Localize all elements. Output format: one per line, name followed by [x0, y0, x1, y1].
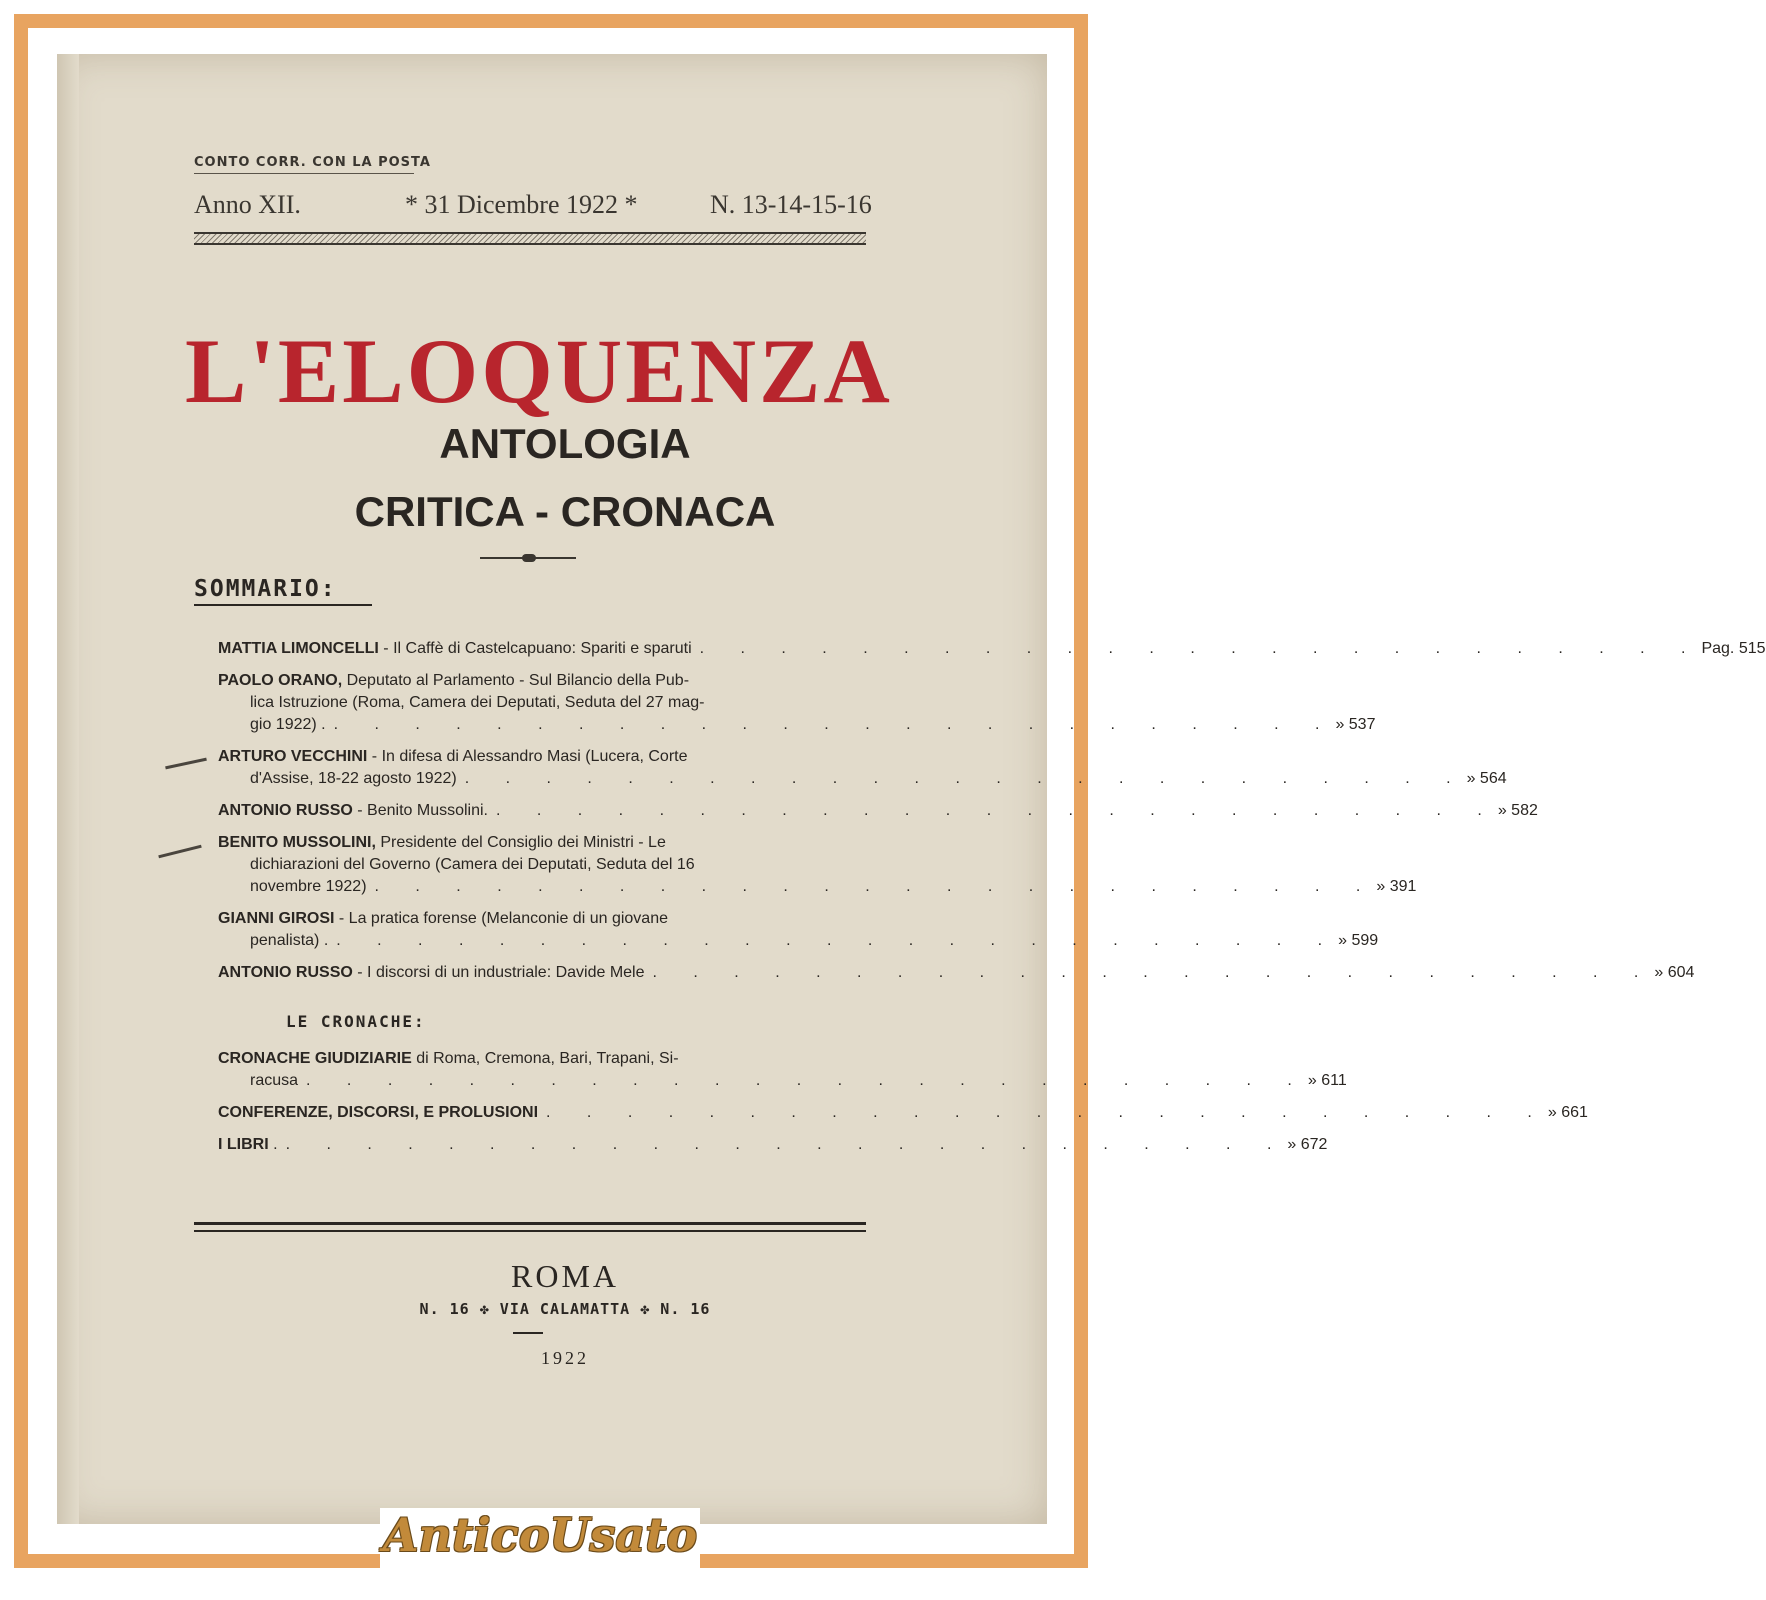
toc-final-text	[250, 768, 457, 790]
issue-year: Anno XII.	[194, 190, 301, 219]
toc-page-number: » 582	[1497, 802, 1538, 819]
sommario-underline	[194, 604, 372, 606]
toc-final-line	[218, 1134, 1328, 1156]
toc-author: PAOLO ORANO,	[218, 672, 343, 689]
toc-page-number: » 564	[1466, 770, 1507, 787]
toc-first-line	[218, 746, 768, 768]
table-of-contents	[218, 638, 1766, 994]
toc-final-text	[218, 1102, 538, 1124]
toc-title-text: penalista) .	[250, 932, 329, 949]
leader-dots: . . . . . . . . . . . . . . . . . . . . . . . . .	[546, 1104, 1548, 1121]
toc-entry	[218, 1102, 1588, 1124]
imprint-year: 1922	[541, 1348, 589, 1368]
header-ornament	[194, 234, 866, 243]
toc-text-line: - In difesa di Alessandro Masi (Lucera, Corte	[367, 748, 688, 765]
toc-text-line: lica Istruzione (Roma, Camera dei Deputati, Seduta del 27 mag-	[250, 694, 705, 711]
toc-final-line	[218, 876, 1417, 898]
imprint-city: ROMA	[510, 1258, 619, 1294]
toc-text-line: Presidente del Consiglio dei Ministri - Le	[375, 834, 666, 851]
toc-title-text: - Benito Mussolini.	[352, 802, 488, 819]
toc-final-text	[218, 800, 488, 822]
imprint-address: N. 16 ✤ VIA CALAMATTA ✤ N. 16	[419, 1300, 711, 1318]
leader-dots: . . . . . . . . . . . . . . . . . . . . . . . . .	[336, 932, 1339, 949]
toc-entry	[218, 800, 1538, 822]
toc-final-line	[218, 768, 1507, 790]
leader-dots: . . . . . . . . . . . . . . . . . . . . . . . . .	[464, 770, 1467, 787]
postal-account-note: CONTO CORR. CON LA POSTA	[194, 155, 431, 170]
toc-final-line	[218, 930, 1379, 952]
toc-author: I LIBRI	[218, 1136, 269, 1153]
toc-final-text	[250, 1070, 298, 1092]
issue-number: N. 13-14-15-16	[710, 190, 872, 219]
watermark-logo: AnticoUsato	[382, 1508, 698, 1562]
toc-text-line: dichiarazioni del Governo (Camera dei Deputati, Seduta del 16	[250, 856, 695, 873]
toc-final-line	[218, 714, 1376, 736]
cronache-heading: LE CRONACHE:	[286, 1012, 426, 1031]
toc-entry	[218, 1048, 1347, 1092]
toc-page-number: » 391	[1376, 878, 1417, 895]
leader-dots: . . . . . . . . . . . . . . . . . . . . . . . . .	[285, 1136, 1288, 1153]
toc-author: ANTONIO RUSSO	[218, 802, 353, 819]
toc-entry	[218, 832, 1417, 898]
toc-entry	[218, 962, 1695, 984]
toc-title-text: - I discorsi di un industriale: Davide Mele	[352, 964, 645, 981]
toc-entry	[218, 670, 1376, 736]
toc-entry	[218, 638, 1766, 660]
toc-title-text: - Il Caffè di Castelcapuano: Spariti e sparuti	[378, 640, 692, 657]
toc-text-line: Deputato al Parlamento - Sul Bilancio della Pub-	[342, 672, 690, 689]
leader-dots: . . . . . . . . . . . . . . . . . . . . . . . . .	[333, 716, 1336, 733]
toc-page-number: Pag. 515	[1701, 640, 1766, 657]
imprint-rule	[513, 1332, 543, 1334]
toc-final-text	[250, 714, 326, 736]
toc-first-line	[218, 832, 768, 854]
toc-final-line	[218, 638, 1766, 660]
toc-final-line	[218, 962, 1695, 984]
bottom-rule-thick	[194, 1222, 866, 1225]
toc-page-number: » 537	[1335, 716, 1376, 733]
toc-final-line	[218, 800, 1538, 822]
toc-title-text: .	[268, 1136, 278, 1153]
toc-author: BENITO MUSSOLINI,	[218, 834, 376, 851]
postal-note-rule	[194, 173, 414, 174]
leader-dots: . . . . . . . . . . . . . . . . . . . . . . . . .	[496, 802, 1498, 819]
toc-title-text: novembre 1922)	[250, 878, 367, 895]
toc-first-line	[218, 1048, 768, 1070]
toc-entry	[218, 1134, 1328, 1156]
toc-page-number: » 604	[1654, 964, 1695, 981]
leader-dots: . . . . . . . . . . . . . . . . . . . . . . . . .	[652, 964, 1655, 981]
divider-ornament-center	[522, 554, 536, 562]
toc-final-text	[250, 876, 367, 898]
toc-first-line	[218, 670, 768, 692]
toc-title-text: racusa	[250, 1072, 299, 1089]
toc-title-text: gio 1922) .	[250, 716, 326, 733]
toc-entry	[218, 746, 1507, 790]
toc-author: ARTURO VECCHINI	[218, 748, 368, 765]
toc-first-line	[218, 908, 768, 930]
toc-text-line: - La pratica forense (Melanconie di un giovane	[334, 910, 668, 927]
toc-author: CRONACHE GIUDIZIARIE	[218, 1050, 412, 1067]
leader-dots: . . . . . . . . . . . . . . . . . . . . . . . . .	[306, 1072, 1308, 1089]
toc-text-line: di Roma, Cremona, Bari, Trapani, Si-	[411, 1050, 679, 1067]
toc-page-number: » 599	[1338, 932, 1379, 949]
toc-final-text	[218, 1134, 278, 1156]
toc-author: CONFERENZE, DISCORSI, E PROLUSIONI	[218, 1104, 539, 1121]
issue-date: * 31 Dicembre 1922 *	[405, 190, 638, 219]
toc-final-text	[218, 638, 692, 660]
toc-author: MATTIA LIMONCELLI	[218, 640, 379, 657]
bottom-rule-thin	[194, 1230, 866, 1232]
toc-entry	[218, 908, 1379, 952]
toc-page-number: » 661	[1547, 1104, 1588, 1121]
header-rule-bottom	[194, 243, 866, 245]
toc-final-line	[218, 1070, 1347, 1092]
magazine-title: L'ELOQUENZA	[185, 320, 893, 422]
leader-dots: . . . . . . . . . . . . . . . . . . . . . . . . .	[699, 640, 1702, 657]
toc-final-text	[250, 930, 328, 952]
toc-page-number: » 611	[1307, 1072, 1347, 1089]
subtitle-antologia: ANTOLOGIA	[439, 420, 691, 467]
toc-final-text	[218, 962, 645, 984]
toc-page-number: » 672	[1287, 1136, 1328, 1153]
sommario-heading: SOMMARIO:	[194, 576, 337, 602]
toc-final-line	[218, 1102, 1588, 1124]
toc-author: ANTONIO RUSSO	[218, 964, 353, 981]
subtitle-critica-cronaca: CRITICA - CRONACA	[354, 488, 776, 535]
cronache-contents	[218, 1048, 1588, 1166]
toc-author: GIANNI GIROSI	[218, 910, 335, 927]
toc-title-text: d'Assise, 18-22 agosto 1922)	[250, 770, 457, 787]
leader-dots: . . . . . . . . . . . . . . . . . . . . . . . . .	[374, 878, 1377, 895]
